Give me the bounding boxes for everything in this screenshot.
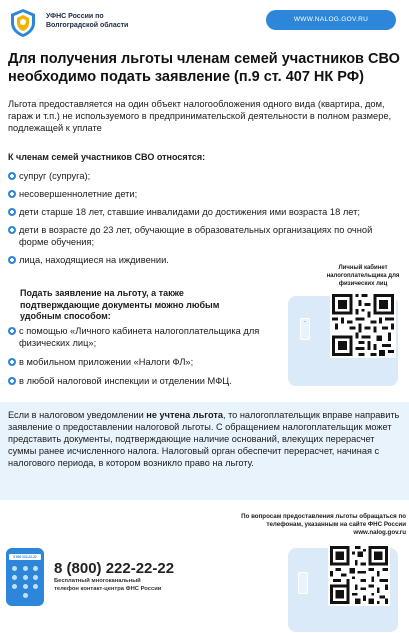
list-item-text: несовершеннолетние дети;: [19, 189, 138, 199]
header: [0, 0, 409, 42]
notice-text-bold: не учтена льгота: [146, 410, 223, 420]
notice-text-start: Если в налоговом уведомлении: [8, 410, 147, 420]
cabinet-qr-code-icon[interactable]: [330, 292, 396, 358]
key-dot: [12, 575, 17, 580]
hotline-number[interactable]: 8 (800) 222-22-22: [54, 560, 175, 577]
list-item-text: лица, находящиеся на иждивении.: [19, 255, 169, 265]
key-dot: [33, 575, 38, 580]
key-dot: [23, 584, 28, 589]
site-link-button[interactable]: WWW.NALOG.GOV.RU: [266, 10, 396, 30]
plus-circle-icon: [8, 256, 16, 264]
list-item-text: в мобильном приложении «Налоги ФЛ»;: [19, 357, 194, 367]
keypad-icon: [6, 548, 44, 606]
key-dot: [23, 566, 28, 571]
plus-circle-icon: [8, 377, 16, 385]
plus-circle-icon: [8, 358, 16, 366]
contact-label: По вопросам предоставления льготы обращаться по телефонам, указанным на сайте ФНС России www.nalog.gov.ru: [241, 513, 406, 536]
list-item: [8, 375, 288, 387]
phone-icon: [300, 318, 310, 340]
plus-circle-icon: [8, 172, 16, 180]
plus-circle-icon: [8, 208, 16, 216]
list-item: [8, 188, 403, 200]
key-dot: [12, 584, 17, 589]
list-item-text: супруг (супруга);: [19, 171, 91, 181]
hotline-description: Бесплатный многоканальный телефон контакт-центра ФНС России: [54, 578, 162, 592]
notice-text-end: , то налогоплательщик вправе направить заявление о предоставлении налоговой льготы. С обращением налогоплательщик может представить документы, подтверждающие наличие оснований, влекущих перерасчет суммы ранее исчисленного налога. Налоговый орган обеспечит перерасчет, начиная с налогового периода, в котором возникло право на льготу.: [8, 410, 400, 468]
contact-qr-code-icon[interactable]: [328, 544, 390, 606]
plus-circle-icon: [8, 190, 16, 198]
members-list: [8, 170, 403, 272]
list-item-text: дети в возрасте до 23 лет, обучающие в образовательных организациях по очной форме обучения;: [19, 225, 373, 247]
key-dot: [33, 584, 38, 589]
key-dot: [12, 566, 17, 571]
list-item: [8, 356, 288, 368]
list-item-text: с помощью «Личного кабинета налогоплательщика для физических лиц»;: [19, 326, 260, 348]
plus-circle-icon: [8, 327, 16, 335]
fns-emblem-icon: [8, 8, 38, 38]
members-heading: К членам семей участников СВО относятся:: [8, 152, 206, 162]
org-name: [46, 12, 166, 30]
org-line-1: УФНС России по: [46, 13, 104, 20]
page-title: Для получения льготы членам семей участников СВО необходимо подать заявление (п.9 ст. 407 НК РФ): [8, 51, 400, 85]
notice-block: [0, 402, 409, 500]
key-dot: [23, 593, 28, 598]
ways-list: [8, 325, 288, 394]
list-item-text: в любой налоговой инспекции и отделении МФЦ.: [19, 376, 232, 386]
phone-icon: [298, 572, 308, 594]
plus-circle-icon: [8, 226, 16, 234]
keypad-display: 8 800 222-22-22: [9, 554, 41, 560]
ways-heading: Подать заявление на льготу, а также подтверждающие документы можно любым удобным способом:: [20, 288, 220, 321]
cabinet-label: Личный кабинет налогоплательщика для физических лиц: [326, 265, 400, 287]
key-dot: [23, 575, 28, 580]
key-dot: [33, 566, 38, 571]
list-item: [8, 170, 403, 182]
list-item: [8, 325, 288, 349]
list-item: [8, 206, 403, 218]
intro-text: Льгота предоставляется на один объект налогообложения одного вида (квартира, дом, гараж и т.п.) не используемого в предпринимательской деятельности в полном размере, подлежащей к уплате: [8, 99, 392, 133]
org-line-2: Волгоградской области: [46, 22, 129, 29]
list-item: [8, 224, 403, 248]
list-item-text: дети старше 18 лет, ставшие инвалидами до достижения ими возраста 18 лет;: [19, 207, 360, 217]
